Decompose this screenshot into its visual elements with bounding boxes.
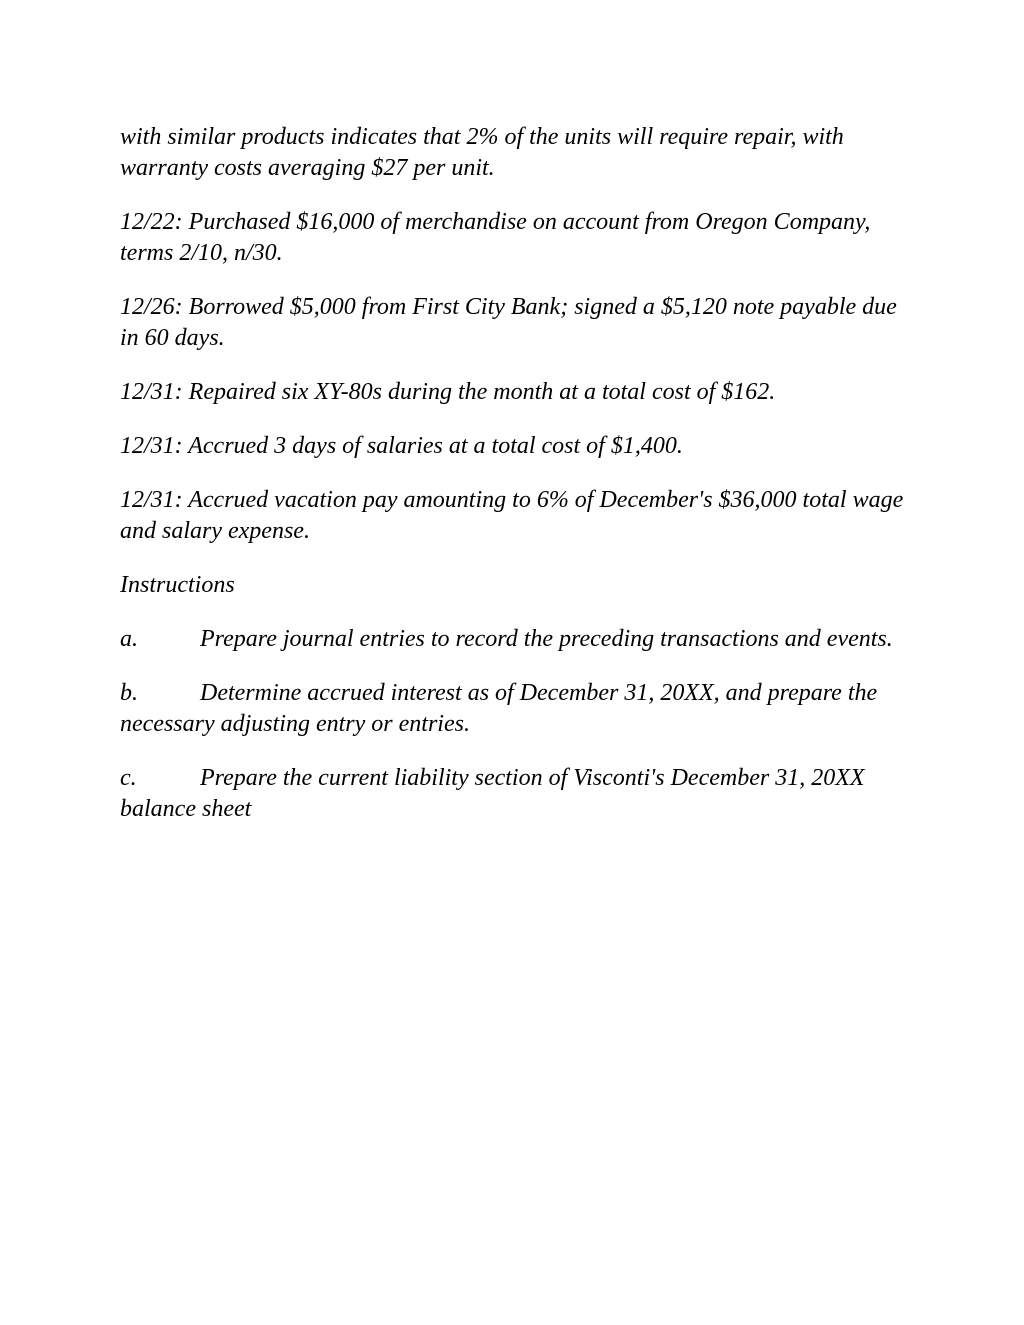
- paragraph-transaction-1226: 12/26: Borrowed $5,000 from First City Bank; signed a $5,120 note payable due in 60 days.: [120, 294, 897, 351]
- instruction-item-c: [120, 763, 910, 825]
- paragraph-transaction-1222: 12/22: Purchased $16,000 of merchandise on account from Oregon Company, terms 2/10, n/30.: [120, 209, 871, 266]
- paragraph-warranty-continuation: with similar products indicates that 2% of the units will require repair, with warranty costs averaging $27 per unit.: [120, 124, 844, 181]
- instruction-text: Prepare the current liability section of Visconti's December 31, 20XX balance sheet: [120, 765, 865, 822]
- paragraph-transaction-1231-repairs: 12/31: Repaired six XY-80s during the month at a total cost of $162.: [120, 379, 776, 405]
- instruction-marker: c.: [120, 765, 137, 791]
- instruction-text: Prepare journal entries to record the preceding transactions and events.: [200, 626, 893, 652]
- paragraph-transaction-1231-vacation: 12/31: Accrued vacation pay amounting to 6% of December's $36,000 total wage and salary expense.: [120, 487, 904, 544]
- instructions-heading: Instructions: [120, 572, 235, 598]
- document-page: [120, 122, 910, 848]
- instruction-marker: b.: [120, 680, 138, 706]
- instruction-item-a: [120, 624, 910, 655]
- instruction-marker: a.: [120, 626, 138, 652]
- instruction-item-b: [120, 678, 910, 740]
- paragraph-transaction-1231-salaries: 12/31: Accrued 3 days of salaries at a total cost of $1,400.: [120, 433, 683, 459]
- instruction-text: Determine accrued interest as of December 31, 20XX, and prepare the necessary adjusting entry or entries.: [120, 680, 878, 737]
